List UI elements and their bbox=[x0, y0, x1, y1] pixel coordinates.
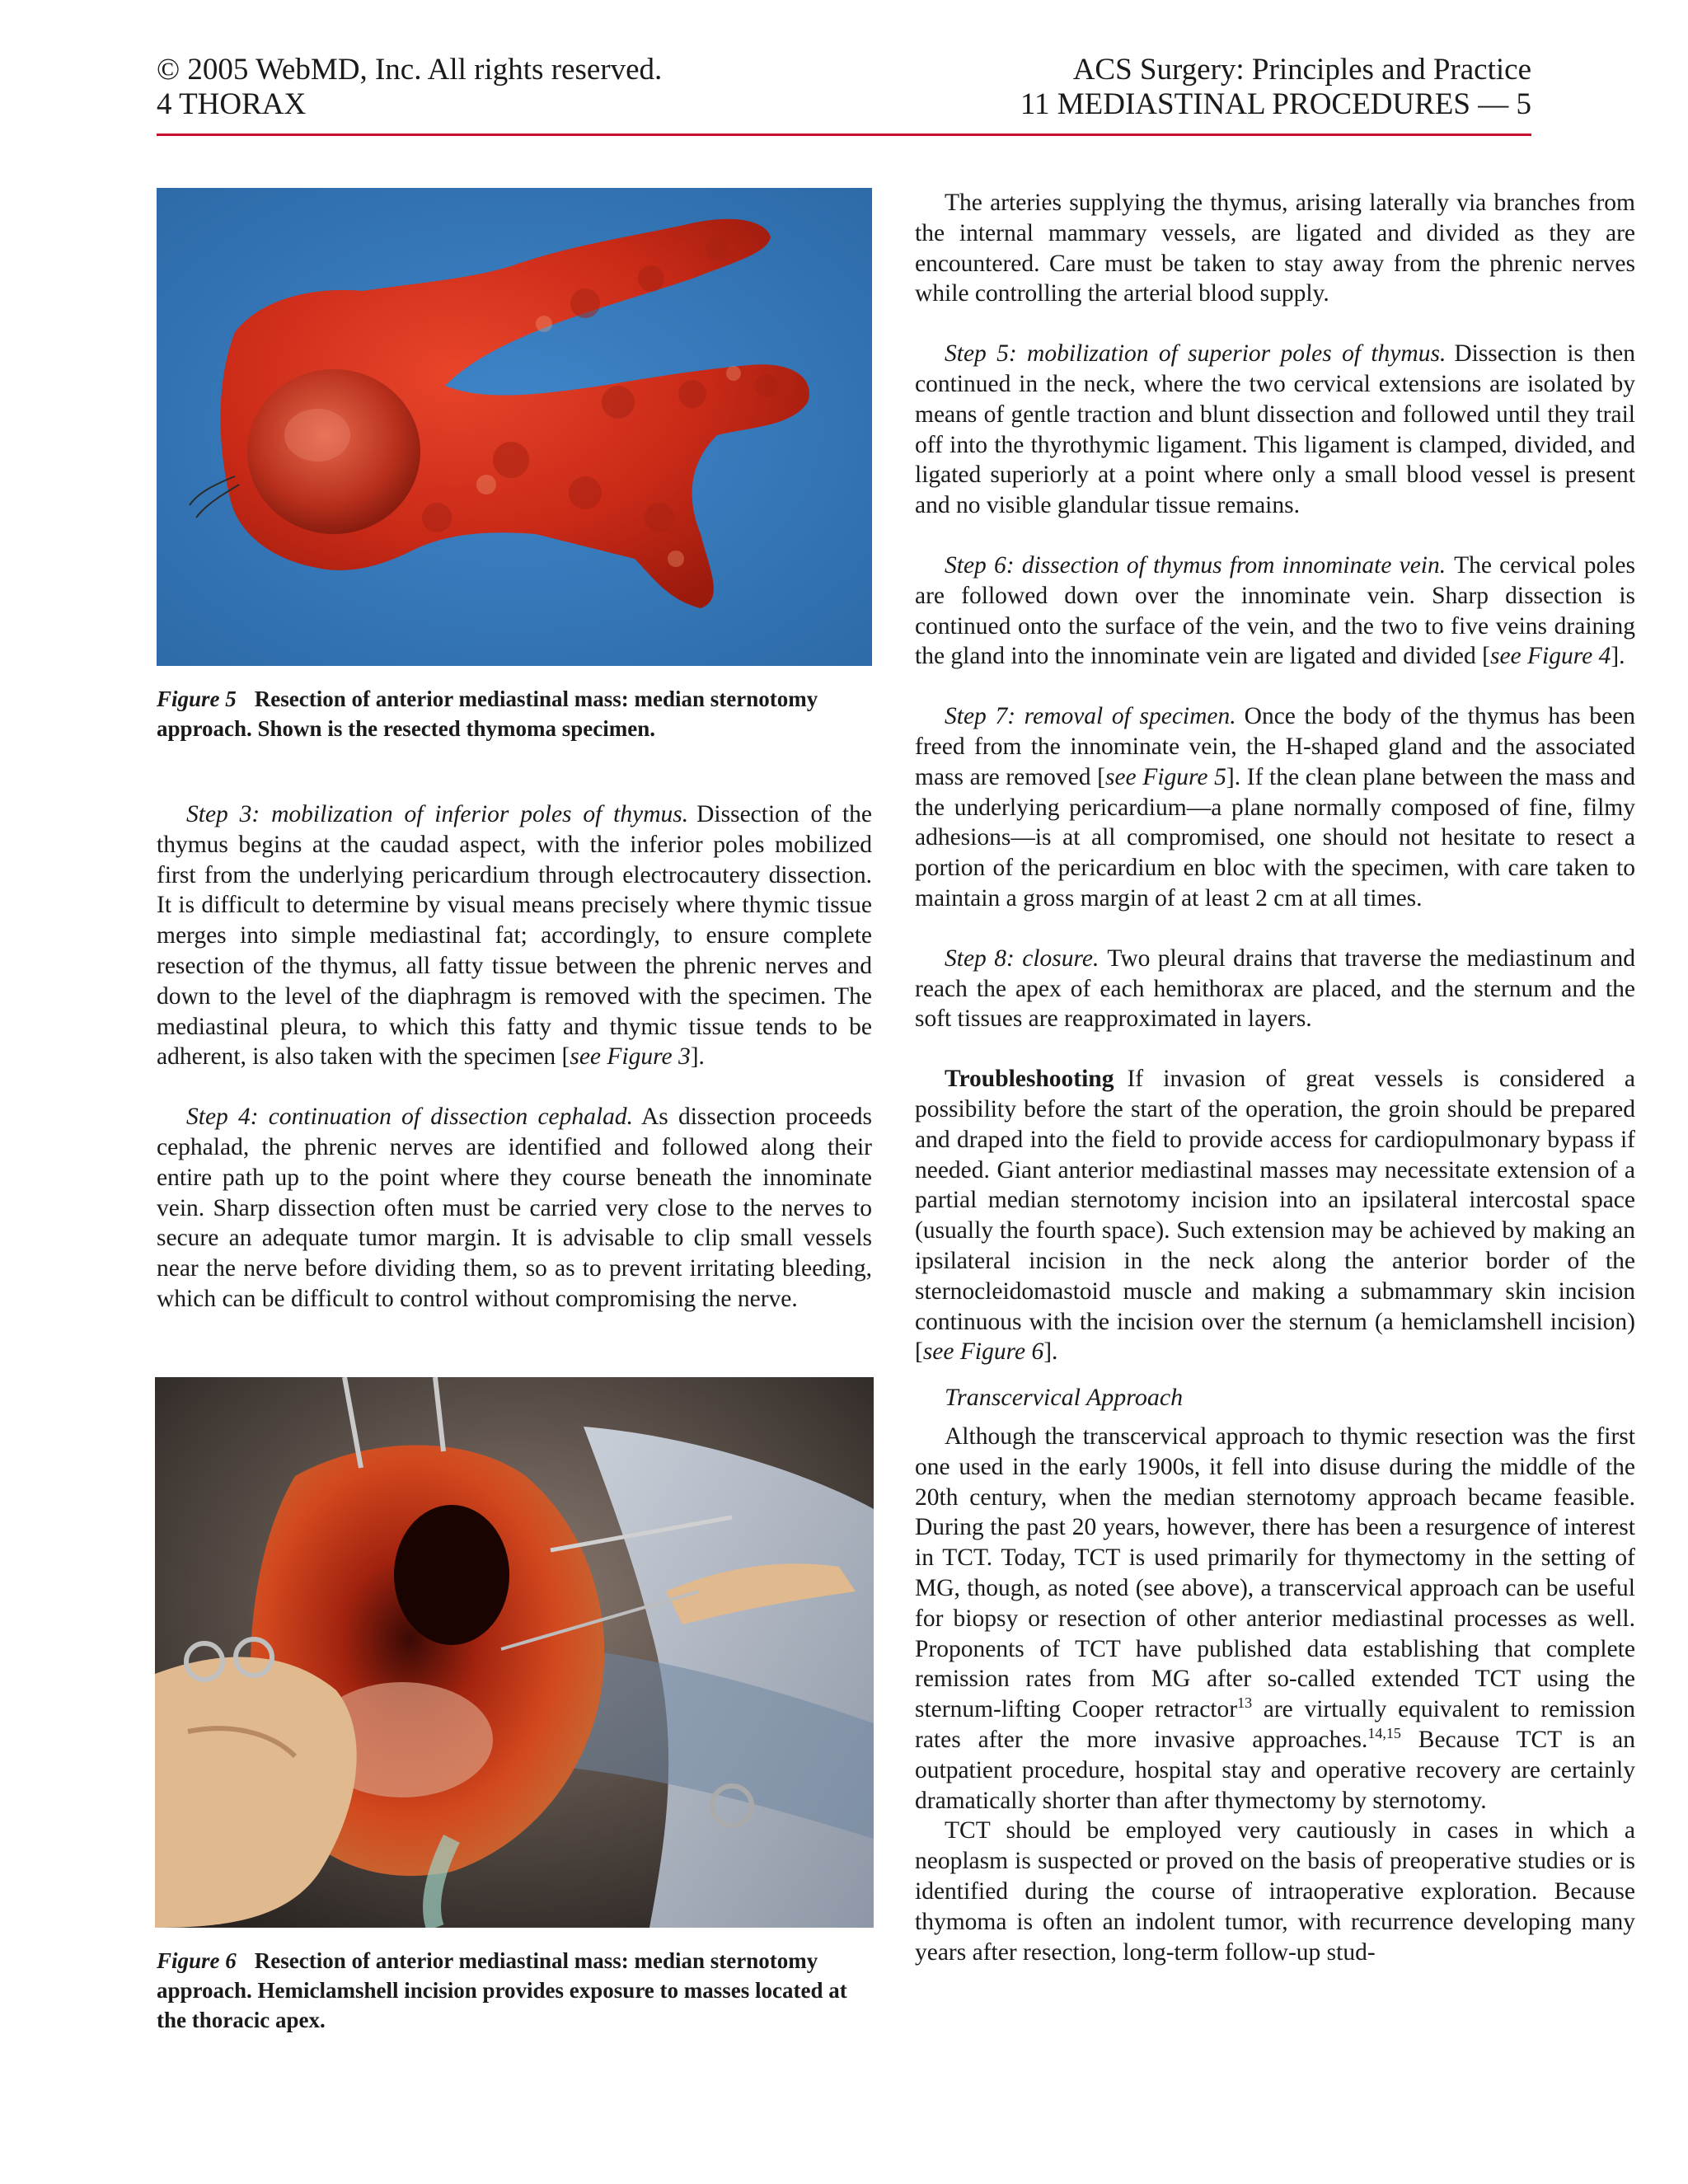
step-6-paragraph: Step 6: dissection of thymus from innominate vein. The cervical poles are followed down over the innominate vein. Sharp dissection is continued onto the surface of the vein, and the two to five veins draining the gland into the innominate vein are ligated and divided [see Figure 4]. bbox=[915, 551, 1635, 670]
step-7-label: Step 7: removal of specimen. bbox=[945, 703, 1236, 730]
figure-5-caption-text: Resection of anterior mediastinal mass: median sternotomy approach. Shown is the resected thymoma specimen. bbox=[157, 687, 818, 741]
reference-14-15: 14,15 bbox=[1367, 1725, 1401, 1742]
troubleshooting-ref: see Figure 6 bbox=[922, 1338, 1044, 1366]
troubleshooting-heading: Troubleshooting bbox=[945, 1066, 1114, 1093]
header-rule bbox=[157, 134, 1531, 136]
step-4-paragraph bbox=[157, 1102, 872, 1315]
step-3-text: Dissection of the thymus begins at the caudad aspect, with the inferior poles mobilized first from the underlying pericardium through electrocautery dissection. It is difficult to determine by visual means precisely where thymic tissue merges into simple mediastinal fat; accordingly, to ensure complete resection of the thymus, all fatty tissue between the phrenic nerves and down to the level of the diaphragm is removed with the specimen. The mediastinal pleura, to which this fatty and thymic tissue tends to be adherent, is also taken with the specimen [ bbox=[157, 801, 872, 1071]
step-7-ref: see Figure 5 bbox=[1104, 763, 1226, 790]
step-5-label: Step 5: mobilization of superior poles of thymus. bbox=[945, 340, 1447, 368]
troubleshooting-text: If invasion of great vessels is considered a possibility before the start of the operation, the groin should be prepared and draped into the field to provide access for cardiopulmonary bypass if needed. Giant anterior mediastinal masses may necessitate extension of a partial median sternotomy incision into an ipsilateral intercostal space (usually the fourth space). Such extension may be achieved by making an ipsilateral incision in the neck along the anterior border of the sternocleidomastoid muscle and making a submammary skin incision continuous with the incision over the sternum (a hemiclamshell incision) [ bbox=[915, 1066, 1635, 1366]
book-title: ACS Surgery: Principles and Practice bbox=[1072, 53, 1531, 87]
right-column bbox=[915, 188, 1635, 1967]
figure-6-caption bbox=[157, 1946, 872, 2035]
step-8-text: Two pleural drains that traverse the mediastinum and reach the apex of each hemithorax are placed, and the sternum and the soft tissues are reapproximated in layers. bbox=[915, 944, 1635, 1033]
chapter-label: 11 MEDIASTINAL PROCEDURES — 5 bbox=[1020, 87, 1531, 121]
arteries-paragraph: The arteries supplying the thymus, arising laterally via branches from the internal mammary vessels, are ligated and divided as they are encountered. Care must be taken to stay away from the phrenic nerves while controlling the arterial blood supply. bbox=[915, 190, 1635, 307]
step-4-text: As dissection proceeds cephalad, the phrenic nerves are identified and followed along their entire path up to the point where they course beneath the innominate vein. Sharp dissection often must be carried very close to the nerves to secure an adequate tumor margin. It is advisable to clip small vessels near the nerve before dividing them, so as to prevent irritating bleeding, which can be difficult to control without compromising the nerve. bbox=[157, 1104, 872, 1312]
step-5-paragraph bbox=[915, 339, 1635, 521]
step-8-paragraph bbox=[915, 944, 1635, 1034]
step-8-label: Step 8: closure. bbox=[945, 944, 1100, 972]
header-left bbox=[157, 53, 662, 122]
left-column bbox=[157, 188, 872, 2035]
step-6-text: The cervical poles are followed down over the innominate vein. Sharp dissection is continued onto the surface of the vein, and the two to five veins draining the gland into the innominate vein are ligated and divided [ bbox=[915, 551, 1635, 670]
figure-5-photo bbox=[157, 188, 872, 666]
transcervical-subheading: Transcervical Approach bbox=[945, 1384, 1184, 1412]
hemiclamshell-incision-image bbox=[155, 1377, 874, 1928]
figure-5-label: Figure 5 bbox=[157, 687, 237, 711]
step-5-text: Dissection is then continued in the neck, where the two cervical extensions are isolated by means of gentle traction and blunt dissection and followed until they trail off into the thyrothymic ligament. This ligament is clamped, divided, and ligated superiorly at a point where only a small blood vessel is present and no visible glandular tissue remains. bbox=[915, 340, 1636, 519]
figure-6-label: Figure 6 bbox=[157, 1947, 237, 1973]
header-right bbox=[1020, 53, 1531, 122]
step-3-label: Step 3: mobilization of inferior poles of thymus. bbox=[186, 801, 689, 827]
step-3-ref: see Figure 3 bbox=[570, 1043, 691, 1071]
page-header bbox=[157, 53, 1531, 135]
section-label: 4 THORAX bbox=[157, 87, 307, 121]
step-7-text: Once the body of the thymus has been freed from the innominate vein, the H-shaped gland and the associated mass are removed [ bbox=[915, 703, 1635, 790]
step-7-paragraph bbox=[915, 701, 1635, 914]
step-6-label: Step 6: dissection of thymus from innominate vein. bbox=[945, 551, 1447, 579]
troubleshooting-paragraph: Troubleshooting If invasion of great vessels is considered a possibility before the start of the operation, the groin should be prepared and draped into the field to provide access for cardiopulmonary bypass if needed. Giant anterior mediastinal masses may necessitate extension of a partial median sternotomy incision into an ipsilateral intercostal space (usually the fourth space). Such extension may be achieved by making an ipsilateral incision in the neck along the anterior border of the sternocleidomastoid muscle and making a submammary skin incision continuous with the incision over the sternum (a hemiclamshell incision) [see Figure 6]. bbox=[915, 1066, 1635, 1366]
reference-13: 13 bbox=[1237, 1694, 1253, 1712]
step-4-label: Step 4: continuation of dissection cephalad. bbox=[186, 1104, 633, 1131]
step-7-text-2: ]. If the clean plane between the mass and the underlying pericardium—a plane normally composed of fine, filmy adhesions—is at all compromised, one should not hesitate to resect a portion of the pericardium en bloc with the specimen, with care taken to maintain a gross margin of at least 2 cm at all times. bbox=[915, 763, 1635, 912]
transcervical-paragraph-1: Although the transcervical approach to thymic resection was the first one used in the early 1900s, it fell into disuse during the middle of the 20th century, when the median sternotomy approach became feasible. During the past 20 years, however, there has been a resurgence of interest in TCT. Today, TCT is used primarily for thymectomy in the setting of MG, though, as noted (see above), a transcervical approach can be useful for biopsy or resection of other anterior mediastinal processes as well. Proponents of TCT have published data establishing that complete remission rates from MG after so-called extended TCT using the sternum-lifting Cooper retractor$^{13}$ are virtually equivalent to remission rates after the more invasive approaches.$^{14,15}$ Because TCT is an outpatient procedure, hospital stay and operative recovery are certainly dramatically shorter than after thymectomy by sternotomy. bbox=[915, 1423, 1636, 1814]
transcervical-paragraph-2: TCT should be employed very cautiously in cases in which a neoplasm is suspected or proved on the basis of preoperative studies or is identified during the course of intraoperative exploration. Because thymoma is often an indolent tumor, with recurrence developing many years after resection, long-term follow-up stud- bbox=[915, 1817, 1635, 1966]
figure-6-caption-text: Resection of anterior mediastinal mass: median sternotomy approach. Hemiclamshell incision provides exposure to masses located at the thoracic apex. bbox=[157, 1947, 847, 2032]
figure-5-caption bbox=[157, 684, 872, 743]
step-3-paragraph: Step 3: mobilization of inferior poles of thymus. Dissection of the thymus begins at the caudad aspect, with the inferior poles mobilized first from the underlying pericardium through electrocautery dissection. It is difficult to determine by visual means precisely where thymic tissue merges into simple mediastinal fat; accordingly, to ensure complete resection of the thymus, all fatty tissue between the phrenic nerves and down to the level of the diaphragm is removed with the specimen. The mediastinal pleura, to which this fatty and thymic tissue tends to be adherent, is also taken with the specimen [see Figure 3]. bbox=[157, 801, 872, 1071]
thymoma-specimen-image bbox=[157, 188, 872, 666]
figure-6-photo bbox=[155, 1377, 874, 1928]
step-6-ref: see Figure 4 bbox=[1489, 643, 1611, 670]
copyright-line: © 2005 WebMD, Inc. All rights reserved. bbox=[157, 53, 663, 87]
